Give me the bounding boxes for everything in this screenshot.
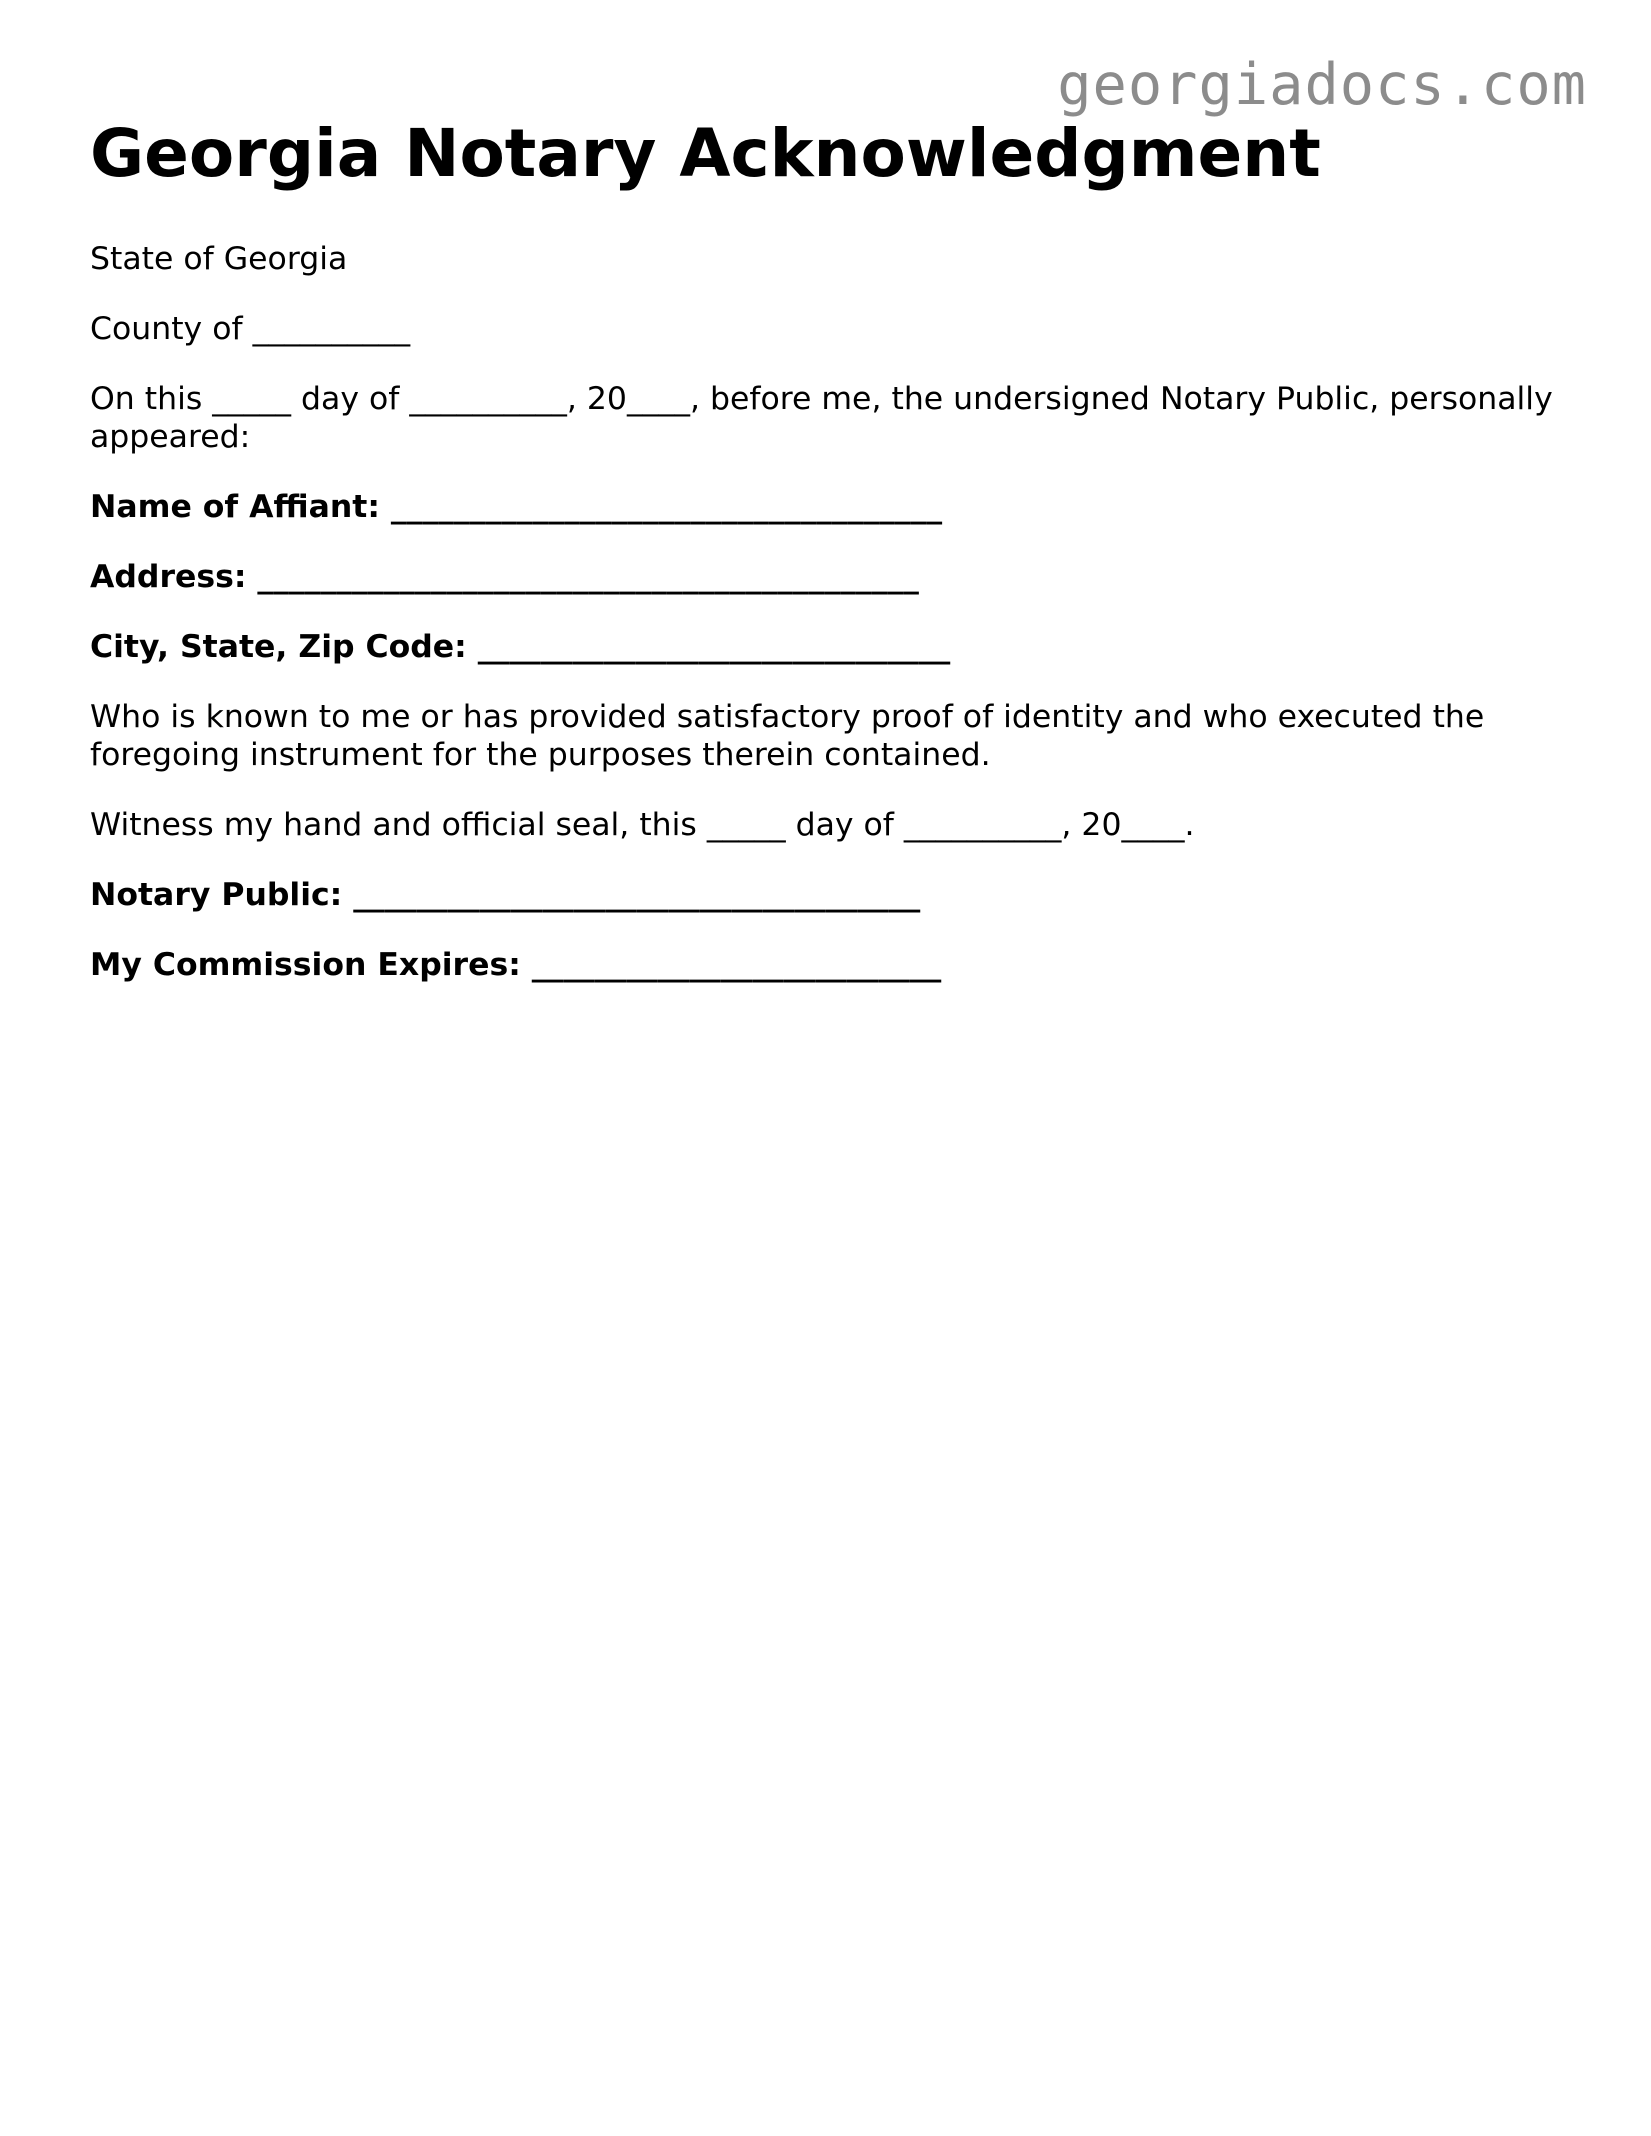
notary-public-field: Notary Public: ____________________________________ bbox=[90, 877, 921, 913]
identity-statement: Who is known to me or has provided satisfactory proof of identity and who executed the foregoing instrument for the purposes therein contained. bbox=[90, 699, 1485, 773]
commission-expires-field: My Commission Expires: __________________________ bbox=[90, 947, 942, 983]
site-watermark: georgiadocs.com bbox=[1057, 52, 1587, 118]
appearance-statement: On this _____ day of __________, 20____, before me, the undersigned Notary Public, personally appeared: bbox=[90, 381, 1553, 455]
document-body bbox=[90, 112, 1570, 1016]
state-line: State of Georgia bbox=[90, 241, 348, 277]
city-state-zip-field: City, State, Zip Code: ______________________________ bbox=[90, 629, 951, 665]
address-field: Address: __________________________________________ bbox=[90, 559, 919, 595]
witness-statement: Witness my hand and official seal, this _____ day of __________, 20____. bbox=[90, 807, 1195, 843]
document-title: Georgia Notary Acknowledgment bbox=[90, 115, 1321, 192]
affiant-name-field: Name of Affiant: ___________________________________ bbox=[90, 489, 943, 525]
county-line: County of __________ bbox=[90, 311, 411, 347]
